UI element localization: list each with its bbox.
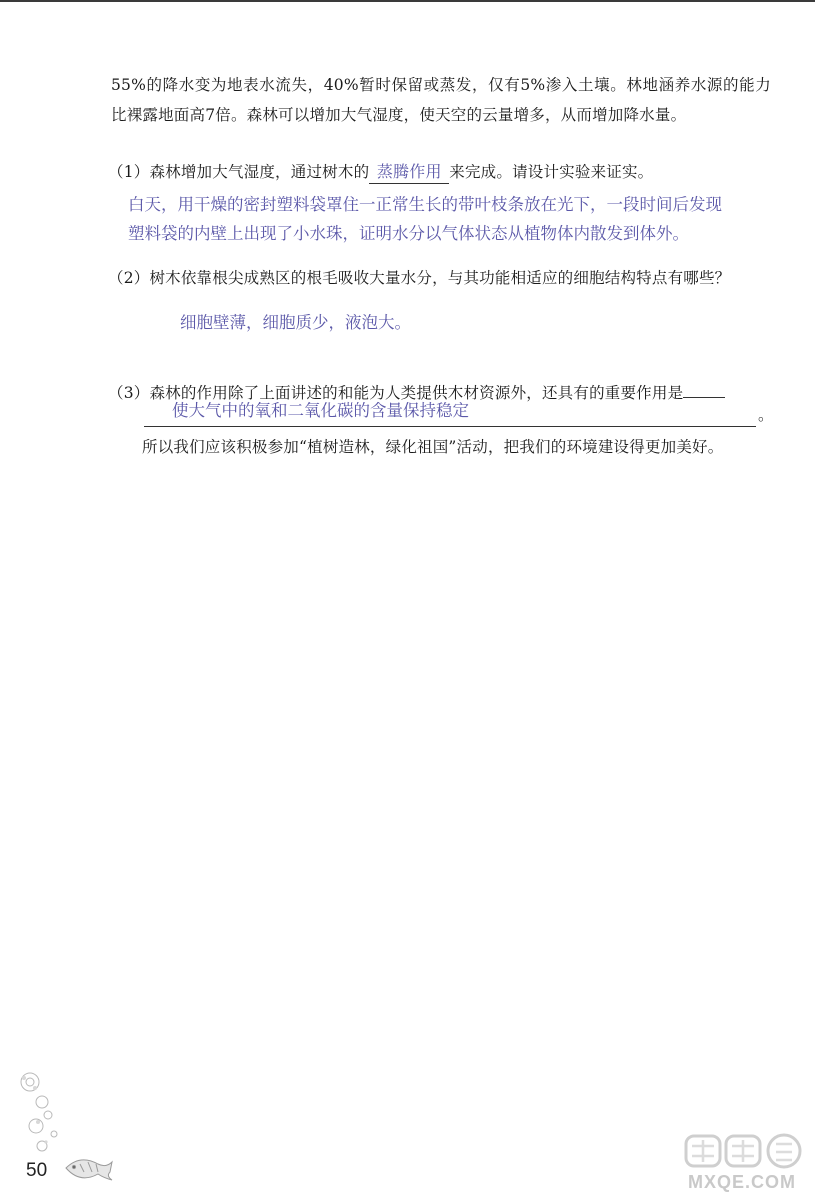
- intro-paragraph: 55%的降水变为地表水流失，40%暂时保留或蒸发，仅有5%渗入土壤。林地涵养水源的能力比裸露地面高7倍。森林可以增加大气湿度，使天空的云量增多，从而增加降水量。: [111, 76, 771, 124]
- question-2: （2）树木依靠根尖成熟区的根毛吸收大量水分，与其功能相适应的细胞结构特点有哪些？: [108, 269, 731, 287]
- question-1-blank: [369, 161, 449, 184]
- question-1-answer: 蒸腾作用: [376, 162, 442, 181]
- question-1-text-before: （1）森林增加大气湿度，通过树木的: [108, 163, 370, 181]
- question-1-text-after: 来完成。请设计实验来证实。: [449, 163, 654, 181]
- watermark-url: MXQE.COM: [688, 1172, 797, 1192]
- question-3-handwritten-answer: 使大气中的氧和二氧化碳的含量保持稳定: [172, 401, 469, 420]
- page-number: 50: [26, 1160, 48, 1181]
- question-3-end-mark: 。: [758, 406, 774, 424]
- closing-paragraph: 所以我们应该积极参加“植树造林，绿化祖国”活动，把我们的环境建设得更加美好。: [142, 438, 724, 456]
- question-3-text: （3）森林的作用除了上面讲述的和能为人类提供木材资源外，还具有的重要作用是: [108, 384, 684, 402]
- question-1-handwritten-answer: 白天，用干燥的密封塑料袋罩住一正常生长的带叶枝条放在光下，一段时间后发现塑料袋的内壁上出现了小水珠，证明水分以气体状态从植物体内散发到体外。: [128, 195, 722, 243]
- question-3-blank-start: [683, 379, 725, 398]
- question-1: [108, 157, 768, 187]
- flower-fish-decoration-icon: [8, 1068, 118, 1188]
- question-2-handwritten-answer: 细胞壁薄，细胞质少，液泡大。: [180, 313, 411, 332]
